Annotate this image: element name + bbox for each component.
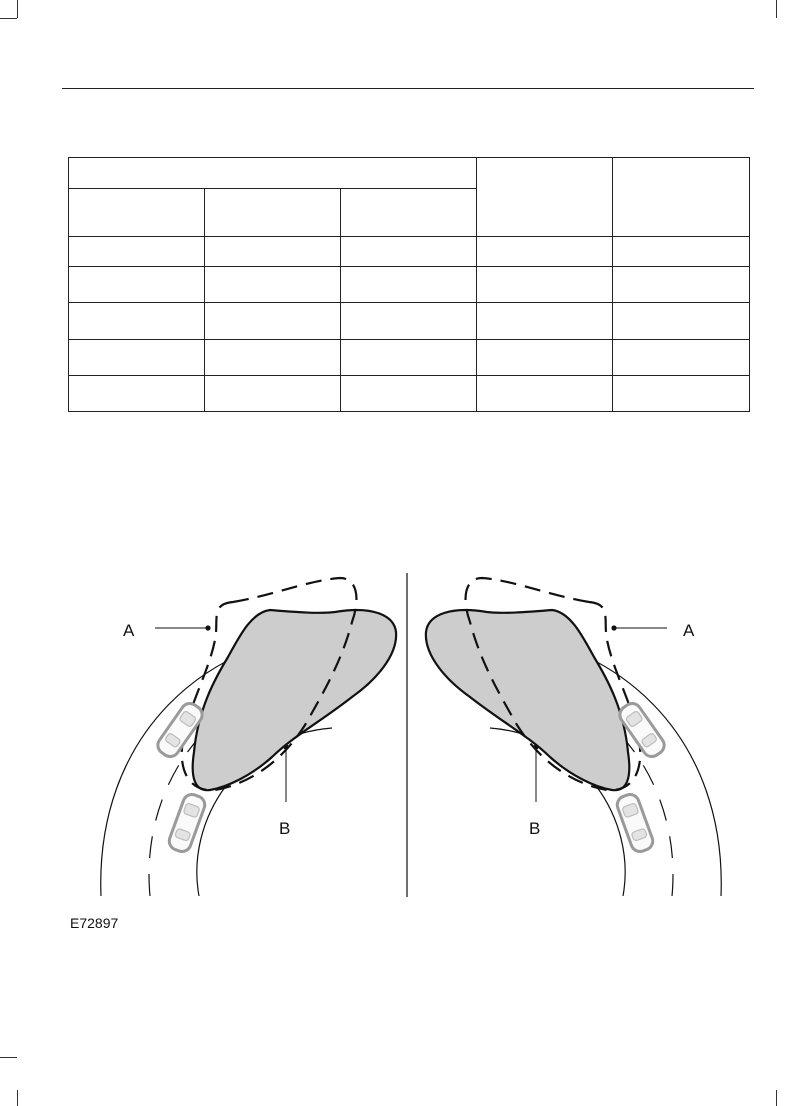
table-cell: [69, 267, 205, 303]
table-header-cell: [613, 158, 750, 237]
table-row: [69, 267, 750, 303]
dipped-beam-area: [426, 610, 629, 790]
crop-mark: [776, 1090, 777, 1106]
dipped-beam-area: [193, 610, 396, 790]
table-cell: [69, 303, 205, 340]
table-header-row: [69, 158, 750, 189]
callout-label-b: B: [279, 819, 291, 838]
table-cell: [205, 340, 341, 376]
table-cell: [613, 340, 750, 376]
table-cell: [613, 303, 750, 340]
callout-dot-b: [533, 744, 538, 749]
callout-label-a: A: [683, 621, 695, 640]
crop-mark: [17, 0, 18, 18]
vehicle-icon: [615, 792, 656, 854]
table-row: [69, 340, 750, 376]
table-header-cell: [477, 158, 613, 237]
table-header-cell: [69, 189, 205, 237]
vehicle-icon: [167, 792, 208, 854]
callout-dot-b: [283, 744, 288, 749]
table-cell: [341, 376, 477, 412]
table-cell: [477, 303, 613, 340]
table-cell: [613, 267, 750, 303]
table-cell: [341, 237, 477, 267]
left-panel: [101, 578, 396, 896]
table-cell: [341, 303, 477, 340]
table-cell: [477, 267, 613, 303]
table-header-cell: [69, 158, 477, 189]
table-cell: [205, 237, 341, 267]
callout-dot-a: [205, 625, 210, 630]
table-header-cell: [205, 189, 341, 237]
table-cell: [341, 267, 477, 303]
table-cell: [69, 340, 205, 376]
table-cell: [205, 376, 341, 412]
table-row: [69, 237, 750, 267]
table-row: [69, 303, 750, 340]
table-cell: [69, 376, 205, 412]
header-rule: [62, 88, 754, 89]
table-cell: [69, 237, 205, 267]
crop-mark: [0, 18, 17, 19]
callout-dot-a: [611, 625, 616, 630]
callout-label-a: A: [123, 621, 135, 640]
headlamp-beam-diagram: [0, 560, 794, 910]
crop-mark: [17, 1090, 18, 1106]
table-cell: [477, 340, 613, 376]
crop-mark: [0, 1057, 17, 1058]
table-row: [69, 376, 750, 412]
specification-table: [68, 157, 750, 412]
table-cell: [205, 303, 341, 340]
table-cell: [613, 376, 750, 412]
table-cell: [613, 237, 750, 267]
figure-reference-id: E72897: [70, 915, 119, 931]
crop-mark: [776, 0, 777, 18]
table-cell: [205, 267, 341, 303]
table-cell: [477, 237, 613, 267]
table-cell: [477, 376, 613, 412]
table-header-cell: [341, 189, 477, 237]
callout-label-b: B: [529, 819, 541, 838]
right-panel: [426, 578, 721, 896]
table-cell: [341, 340, 477, 376]
